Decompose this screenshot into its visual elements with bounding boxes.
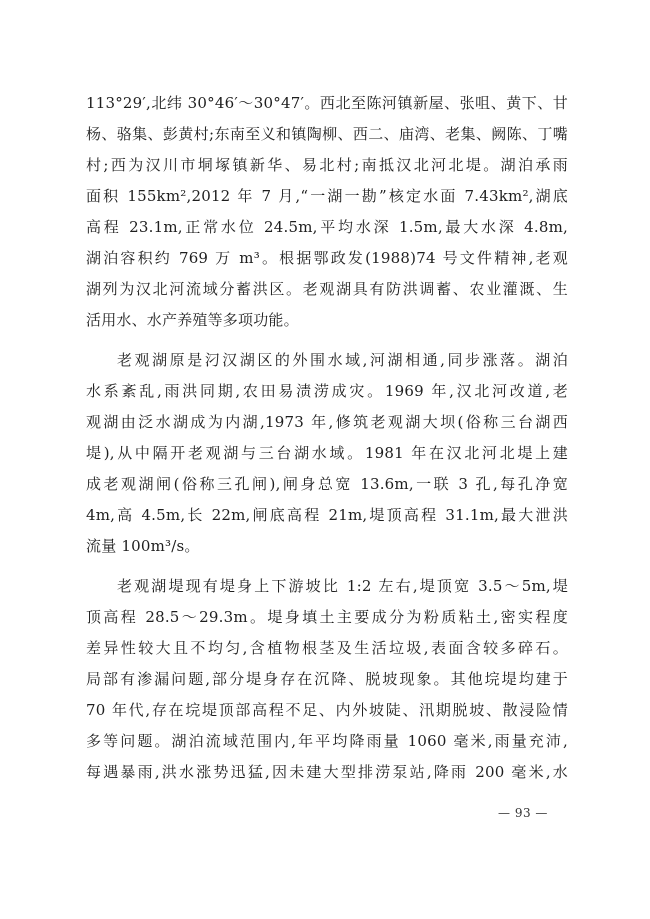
text-line: 顶高程 28.5～29.3m。堤身填土主要成分为粉质粘土,密实程度 [86, 608, 568, 626]
text-line: 113°29′,北纬 30°46′～30°47′。西北至陈河镇新屋、张咀、黄下、甘 [86, 94, 568, 112]
paragraph-gap [86, 562, 568, 571]
text-line: 老观湖堤现有堤身上下游坡比 1:2 左右,堤顶宽 3.5～5m,堤 [117, 577, 568, 595]
text-line: 老观湖原是汈汉湖区的外围水域,河湖相通,同步涨落。湖泊 [117, 351, 568, 369]
text-line: 村;西为汉川市垌塚镇新华、易北村;南抵汉北河北堤。湖泊承雨 [86, 156, 568, 174]
paragraph-1 [86, 88, 568, 336]
paragraph-gap [86, 336, 568, 345]
text-line: 多等问题。湖泊流域范围内,年平均降雨量 1060 毫米,雨量充沛, [86, 732, 568, 750]
text-line: 水系紊乱,雨洪同期,农田易渍涝成灾。1969 年,汉北河改道,老 [86, 382, 568, 400]
text-line: 局部有渗漏问题,部分堤身存在沉降、脱坡现象。其他垸堤均建于 [86, 670, 568, 688]
text-line: 流量 100m³/s。 [86, 537, 200, 555]
text-line: 差异性较大且不均匀,含植物根茎及生活垃圾,表面含较多碎石。 [86, 639, 568, 657]
text-line: 70 年代,存在垸堤顶部高程不足、内外坡陡、汛期脱坡、散浸险情 [86, 701, 568, 719]
text-line: 面积 155km²,2012 年 7 月,“一湖一勘”核定水面 7.43km²,湖底 [86, 187, 569, 205]
page-number: — 93 — [498, 806, 548, 820]
text-line: 活用水、水产养殖等多项功能。 [86, 311, 299, 329]
text-line: 湖泊容积约 769 万 m³。根据鄂政发(1988)74 号文件精神,老观 [86, 249, 568, 267]
text-line: 杨、骆集、彭黄村;东南至义和镇陶柳、西二、庙湾、老集、阙陈、丁嘴 [86, 125, 568, 143]
text-line: 每遇暴雨,洪水涨势迅猛,因未建大型排涝泵站,降雨 200 毫米,水 [86, 763, 568, 781]
text-line: 观湖由泛水湖成为内湖,1973 年,修筑老观湖大坝(俗称三台湖西 [86, 413, 568, 431]
text-line: 高程 23.1m,正常水位 24.5m,平均水深 1.5m,最大水深 4.8m, [86, 218, 568, 236]
text-line: 4m,高 4.5m,长 22m,闸底高程 21m,堤顶高程 31.1m,最大泄洪 [86, 506, 568, 524]
page-body [86, 88, 568, 788]
paragraph-2 [86, 345, 568, 562]
text-line: 堤),从中隔开老观湖与三台湖水域。1981 年在汉北河北堤上建 [86, 444, 568, 462]
text-line: 湖列为汉北河流域分蓄洪区。老观湖具有防洪调蓄、农业灌溉、生 [86, 280, 568, 298]
text-line: 成老观湖闸(俗称三孔闸),闸身总宽 13.6m,一联 3 孔,每孔净宽 [86, 475, 568, 493]
paragraph-3 [86, 571, 568, 788]
